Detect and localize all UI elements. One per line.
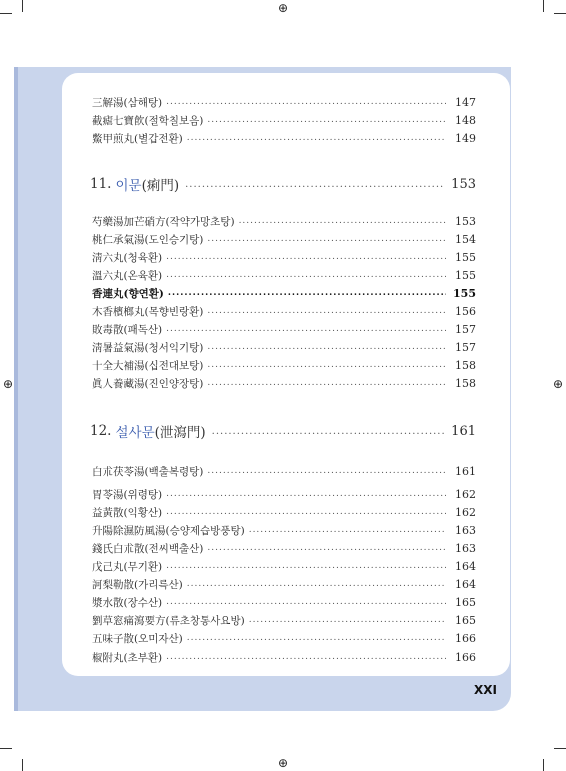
entry-title: 白朮茯苓湯(백출복령탕) xyxy=(92,465,204,478)
entry-page: 147 xyxy=(455,95,476,109)
entry-title: 木香檳榔丸(목향빈랑환) xyxy=(92,305,204,318)
entry-title: 鱉甲煎丸(별갑전환) xyxy=(92,132,183,145)
crop-mark xyxy=(22,0,23,12)
leader-dots xyxy=(187,579,446,589)
leader-dots xyxy=(166,270,446,280)
entry-page: 149 xyxy=(455,131,476,145)
leader-dots xyxy=(207,306,446,316)
entry-title: 桃仁承氣湯(도인승기탕) xyxy=(92,233,204,246)
toc-entry[interactable] xyxy=(92,594,476,610)
entry-title: 升陽除濕防風湯(승양제습방풍탕) xyxy=(92,524,245,537)
section-title-korean: 설사문 xyxy=(115,425,155,441)
section-heading[interactable] xyxy=(90,174,476,194)
entry-page: 155 xyxy=(455,250,476,264)
entry-page: 154 xyxy=(455,232,476,246)
toc-entry[interactable] xyxy=(92,130,476,146)
leader-dots xyxy=(166,324,446,334)
entry-page: 153 xyxy=(455,214,476,228)
entry-title: 淸暑益氣湯(청서익기탕) xyxy=(92,341,204,354)
entry-title: 胃苓湯(위령탕) xyxy=(92,488,163,501)
section-page: 153 xyxy=(451,176,476,192)
entry-page: 164 xyxy=(455,577,476,591)
entry-title: 戊己丸(무기환) xyxy=(92,560,163,573)
toc-entry[interactable] xyxy=(92,540,476,556)
section-number: 12. xyxy=(90,423,112,439)
entry-title: 截瘧七寶飮(절학칠보음) xyxy=(92,114,204,127)
leader-dots xyxy=(207,234,446,244)
registration-mark-icon: ⊕ xyxy=(277,756,289,770)
entry-page: 158 xyxy=(455,358,476,372)
toc-entry[interactable] xyxy=(92,94,476,110)
leader-dots xyxy=(249,615,446,625)
crop-mark xyxy=(543,759,544,771)
leader-dots xyxy=(207,115,446,125)
toc-entry[interactable] xyxy=(92,321,476,337)
section-page: 161 xyxy=(451,423,476,439)
entry-title: 訶梨勒散(가리륵산) xyxy=(92,578,183,591)
leader-dots xyxy=(239,216,446,226)
toc-entry[interactable] xyxy=(92,213,476,229)
crop-mark xyxy=(22,759,23,771)
toc-entry[interactable] xyxy=(92,558,476,574)
toc-entry[interactable] xyxy=(92,112,476,128)
entry-title: 椒附丸(초부환) xyxy=(92,651,163,664)
entry-page: 157 xyxy=(455,322,476,336)
leader-dots xyxy=(166,252,446,262)
entry-page: 156 xyxy=(455,304,476,318)
leader-dots xyxy=(187,633,446,643)
page-number: XXI xyxy=(474,683,497,697)
leader-dots xyxy=(207,543,446,553)
toc-entry[interactable] xyxy=(92,339,476,355)
entry-title: 五味子散(오미자산) xyxy=(92,632,183,645)
crop-mark xyxy=(554,13,566,14)
toc-entry[interactable] xyxy=(92,576,476,592)
leader-dots xyxy=(207,342,446,352)
toc-entry[interactable] xyxy=(92,486,476,502)
entry-page: 164 xyxy=(455,559,476,573)
entry-page: 165 xyxy=(455,595,476,609)
entry-page: 166 xyxy=(455,631,476,645)
toc-entry[interactable] xyxy=(92,231,476,247)
entry-page: 158 xyxy=(455,376,476,390)
entry-page: 162 xyxy=(455,487,476,501)
entry-title: 溫六丸(온육환) xyxy=(92,269,163,282)
entry-title: 敗毒散(패독산) xyxy=(92,323,163,336)
entry-page: 157 xyxy=(455,340,476,354)
toc-entry[interactable] xyxy=(92,649,476,665)
entry-title: 十全大補湯(십전대보탕) xyxy=(92,359,204,372)
entry-title: 漿水散(장수산) xyxy=(92,596,163,609)
section-title-korean: 이문 xyxy=(115,178,142,194)
leader-dots xyxy=(166,561,446,571)
leader-dots xyxy=(185,179,444,190)
entry-page: 155 xyxy=(455,268,476,282)
entry-page: 155 xyxy=(453,286,476,300)
leader-dots xyxy=(166,97,446,107)
leader-dots xyxy=(166,597,446,607)
leader-dots xyxy=(166,652,446,662)
entry-title: 劉草窓痛瀉要方(류초창통사요방) xyxy=(92,614,245,627)
leader-dots xyxy=(187,133,446,143)
entry-title: 香連丸(향연환) xyxy=(92,287,164,300)
entry-page: 148 xyxy=(455,113,476,127)
toc-entry[interactable] xyxy=(92,375,476,391)
entry-page: 166 xyxy=(455,650,476,664)
crop-mark xyxy=(0,13,12,14)
toc-entry[interactable] xyxy=(92,267,476,283)
toc-entry[interactable] xyxy=(92,504,476,520)
toc-entry[interactable] xyxy=(92,522,476,538)
crop-mark xyxy=(554,748,566,749)
registration-mark-icon: ⊕ xyxy=(552,377,564,391)
registration-mark-icon: ⊕ xyxy=(2,377,14,391)
section-title-hanja: (痢門) xyxy=(141,178,180,194)
crop-mark xyxy=(543,0,544,12)
entry-title: 芍藥湯加芒硝方(작약가망초탕) xyxy=(92,215,235,228)
leader-dots xyxy=(166,507,446,517)
entry-page: 165 xyxy=(455,613,476,627)
registration-mark-icon: ⊕ xyxy=(277,1,289,15)
entry-page: 163 xyxy=(455,541,476,555)
toc-entry[interactable] xyxy=(92,357,476,373)
entry-page: 161 xyxy=(455,464,476,478)
entry-title: 錢氏白朮散(전씨백출산) xyxy=(92,542,204,555)
toc-entry[interactable] xyxy=(92,249,476,265)
toc-entry[interactable] xyxy=(92,303,476,319)
toc-entry[interactable] xyxy=(92,463,476,479)
leader-dots xyxy=(212,426,444,437)
entry-title: 三解湯(삼해탕) xyxy=(92,96,163,109)
entry-title: 眞人養藏湯(진인양장탕) xyxy=(92,377,204,390)
crop-mark xyxy=(0,748,12,749)
leader-dots xyxy=(249,525,446,535)
entry-title: 益黃散(익황산) xyxy=(92,506,163,519)
entry-page: 162 xyxy=(455,505,476,519)
leader-dots xyxy=(207,466,446,476)
leader-dots xyxy=(207,378,446,388)
section-heading[interactable] xyxy=(90,421,476,441)
entry-page: 163 xyxy=(455,523,476,537)
entry-title: 淸六丸(청육환) xyxy=(92,251,163,264)
leader-dots xyxy=(168,288,446,298)
panel-edge-strip xyxy=(14,67,18,711)
toc-entry[interactable] xyxy=(92,630,476,646)
toc-entry[interactable] xyxy=(92,612,476,628)
toc-entry[interactable] xyxy=(92,285,476,301)
section-number: 11. xyxy=(90,176,112,192)
leader-dots xyxy=(207,360,446,370)
leader-dots xyxy=(166,489,446,499)
section-title-hanja: (泄瀉門) xyxy=(154,425,206,441)
